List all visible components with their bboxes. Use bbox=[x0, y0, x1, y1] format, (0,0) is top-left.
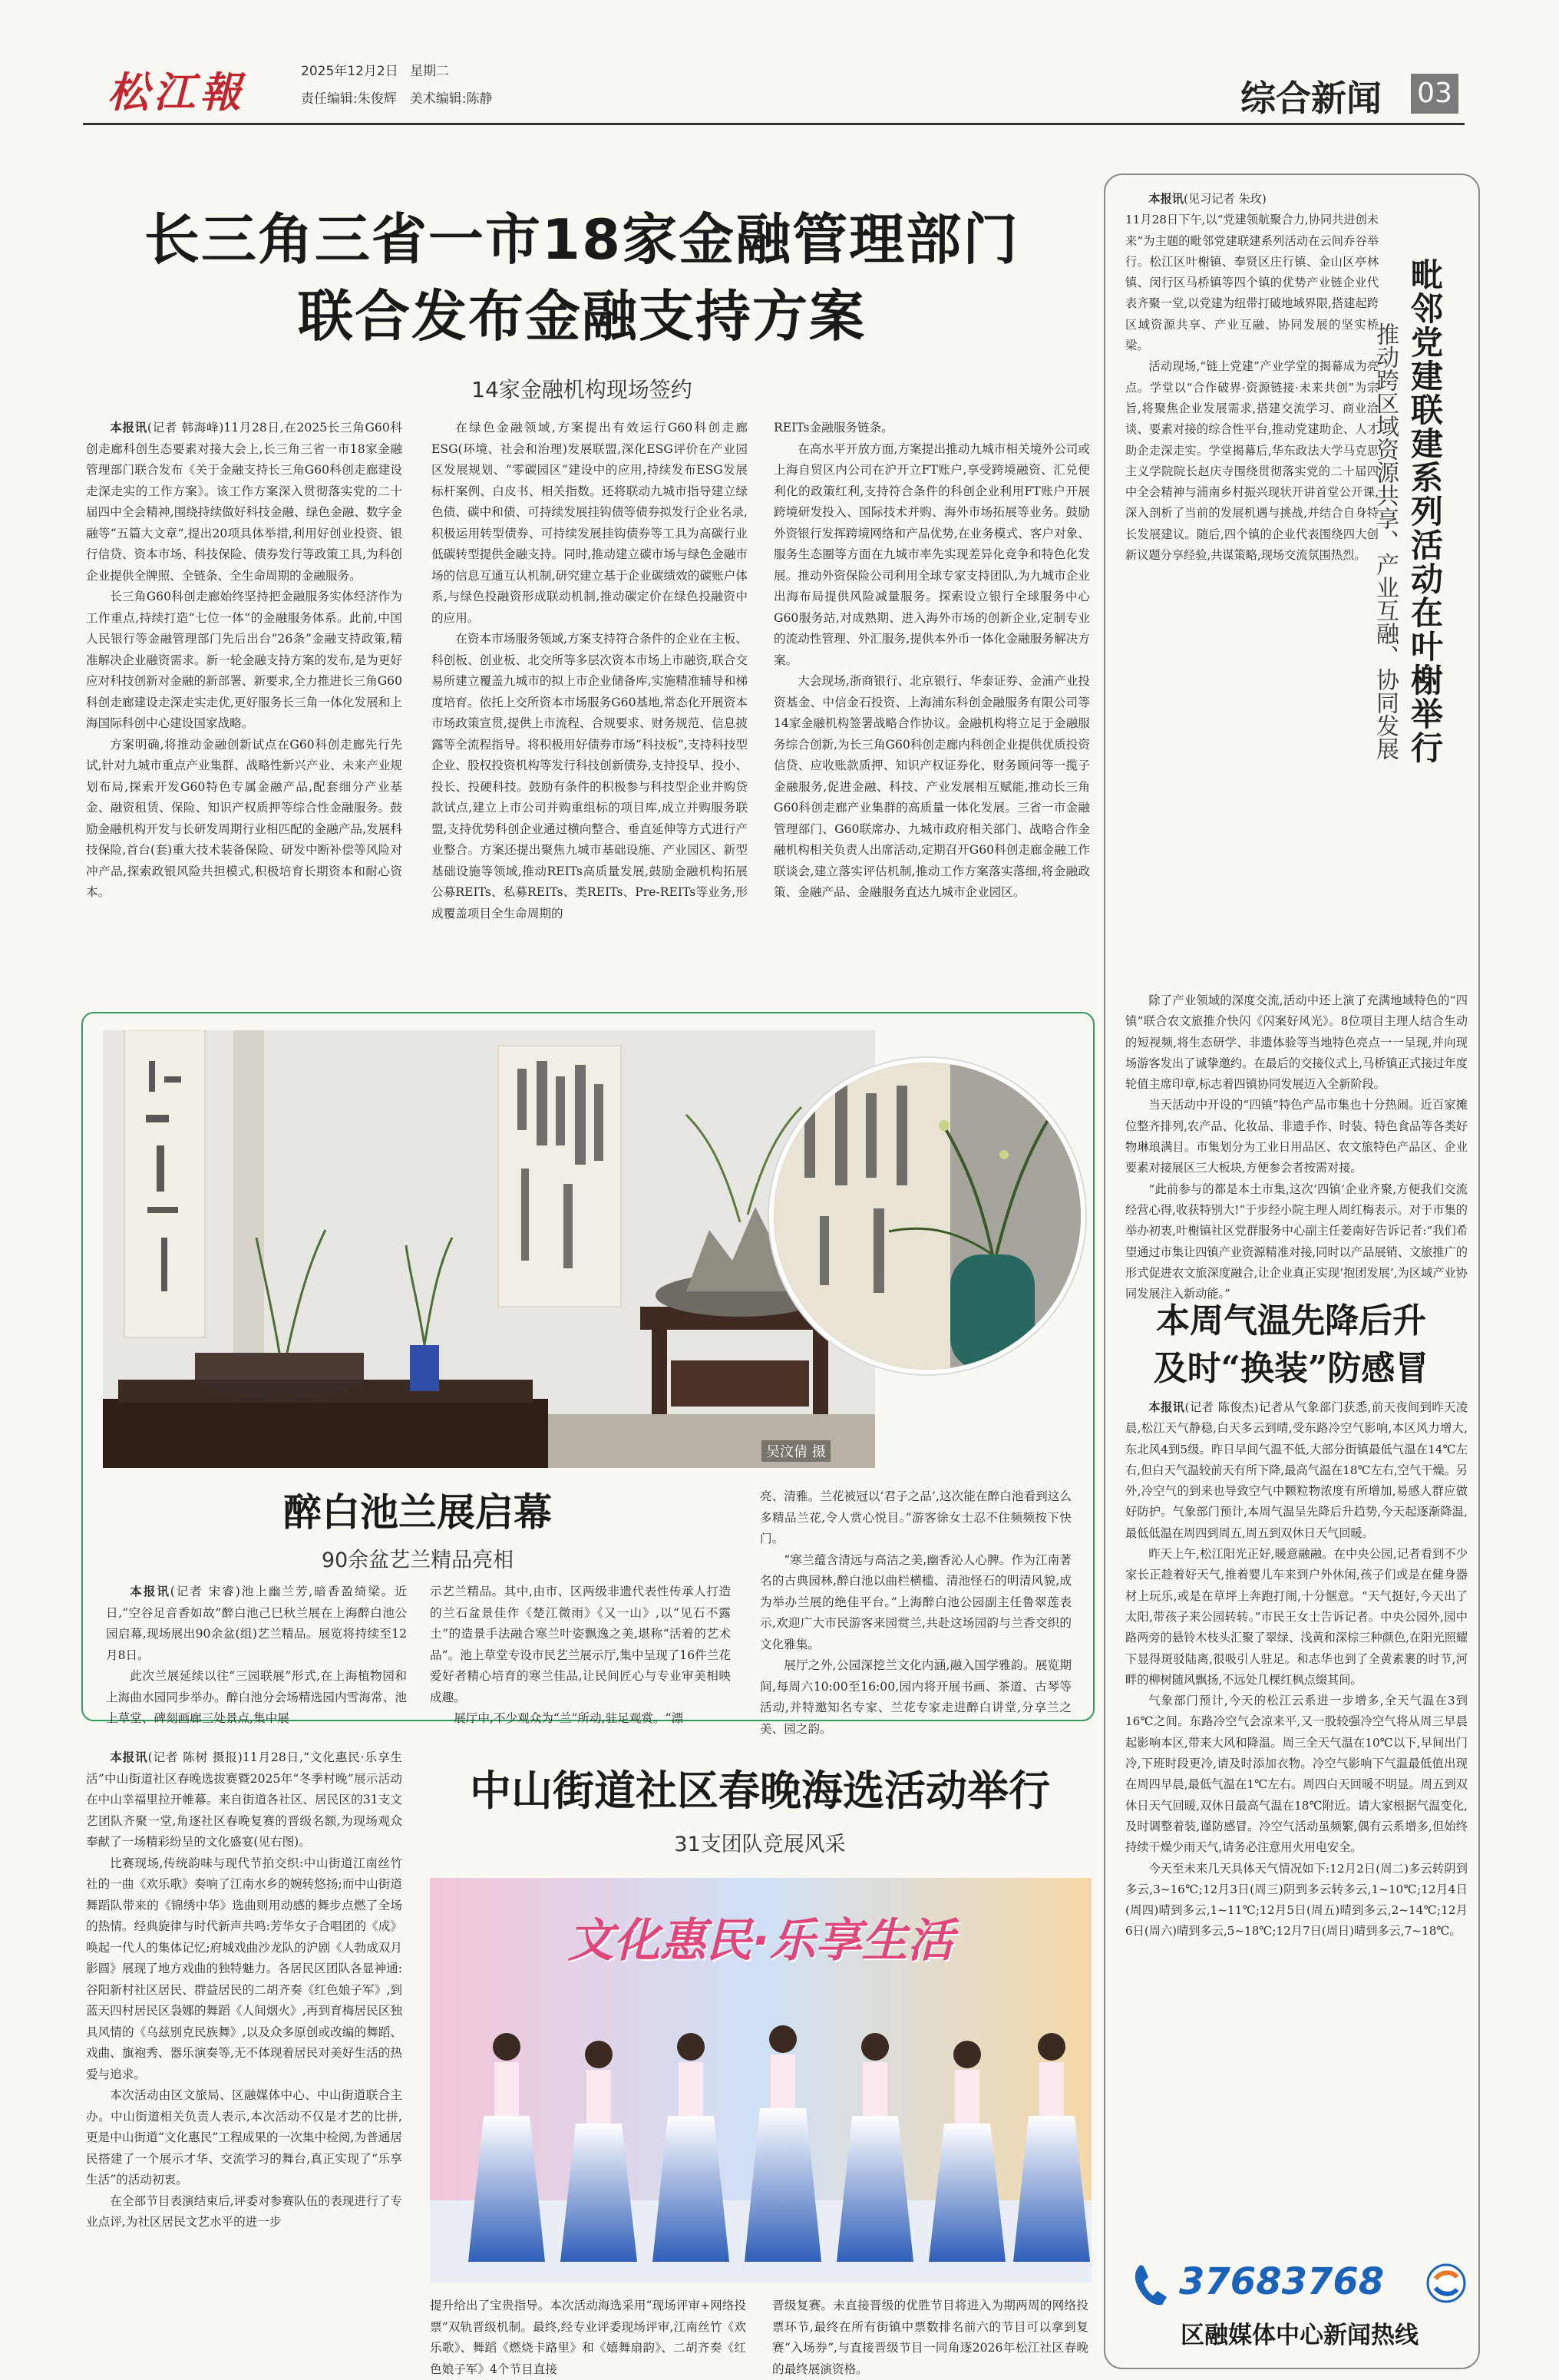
hotline-label: 区融媒体中心新闻热线 bbox=[1181, 2322, 1419, 2349]
sidebar-col bbox=[1125, 189, 1379, 566]
orchid-col3-p1: 亮、清雅。兰花被冠以‘君子之品’,这次能在醉白池看到这么多精品兰花,令人赏心悦目。”游客徐女士忍不住频频按下快门。 bbox=[760, 1489, 1072, 1545]
weather-p4: 今天至未来几天具体天气情况如下:12月2日(周二)多云转阴到多云,3~16℃;12月3日(周三)阴到多云转多云,1~10℃;12月4日(周四)晴到多云,1~11℃;12月5日(周五)晴到多云,2~14℃;12月6日(周六)晴到多云,5~18℃;12月7日(周日)晴到多云,7~18℃。 bbox=[1125, 1861, 1468, 1939]
main-headline-2: 联合发布金融支持方案 bbox=[297, 284, 866, 349]
main-col-2 bbox=[431, 418, 748, 924]
orchid-col-2 bbox=[430, 1582, 731, 1730]
orchid-col-1 bbox=[106, 1582, 407, 1730]
orchid-col3-p3: 展厅之外,公园深挖兰文化内涵,融入国学雅韵。展览期间,每周六10:00至16:00,园内将开展书画、茶道、古琴等活动,并特邀知名专家、兰花专家走进醉白讲堂,分享兰之美、园之韵。 bbox=[760, 1658, 1072, 1736]
orchid-reporter: (记者 宋睿) bbox=[170, 1585, 240, 1598]
sidebar-vertical-subtitle: 推动跨区域资源共享、产业互融、协同发展 bbox=[1372, 322, 1399, 760]
sidebar-p4: 当天活动中开设的“四镇”特色产品市集也十分热闹。近百家摊位整齐排列,农产品、化妆品、非遗手作、时装、特色食品等各类好物琳琅满目。市集划分为工业日用品区、农文旅特色产品区、企业要素对接展区三大板块,方便参会者按需对接。 bbox=[1125, 1098, 1468, 1175]
main-col1-p1: 11月28日,在2025长三角G60科创走廊科创生态要素对接大会上,长三角三省一市18家金融管理部门联合发布《关于金融支持长三角G60科创走廊建设走深走实的工作方案》。该工作方案深入贯彻落实党的二十届四中全会精神,围绕持续做好科技金融、绿色金融、数字金融等“五篇大文章”,提出20项具体举措,利用好创业投资、银行信贷、资本市场、科技保险、债券发行等政策工具,为科创企业提供全牌照、全链条、全生命周期的金融服务。 bbox=[86, 421, 402, 583]
orchid-subtitle: 90余盆艺兰精品亮相 bbox=[321, 1549, 514, 1572]
masthead-date bbox=[301, 60, 449, 79]
masthead bbox=[0, 0, 1559, 134]
gala-lead: 本报讯 bbox=[110, 1750, 148, 1764]
orchid-col-3 bbox=[760, 1486, 1072, 1740]
media-center-logo-icon bbox=[1426, 2263, 1466, 2303]
weather-title-2: 及时“换装”防感冒 bbox=[1153, 1349, 1429, 1388]
gala-title: 中山街道社区春晚海选活动举行 bbox=[470, 1767, 1050, 1815]
orchid-lead: 本报讯 bbox=[130, 1585, 170, 1598]
orchid-col3-p2: “寒兰蕴含清远与高洁之美,幽香沁人心脾。作为江南著名的古典园林,醉白池以曲栏横槛、清池怪石的明清风貌,成为举办兰展的绝佳平台。”上海醉白池公园副主任鲁翠莲表示,欢迎广大市民游客来园赏兰,共赴这场园韵与兰香交织的文化雅集。 bbox=[760, 1552, 1072, 1651]
weather-lead: 本报讯 bbox=[1148, 1400, 1185, 1414]
main-col3-p2: 在高水平开放方面,方案提出推动九城市相关境外公司或上海自贸区内公司在沪开立FT账户,享受跨境融资、汇兑便利化的政策红利,支持符合条件的科创企业利用FT账户开展跨境研发投入、国际技术并购、海外市场拓展等业务。鼓励外资银行发挥跨境网络和产品优势,在业务模式、客户对象、服务生态圈等方面在九城市率先实现差异化竞争和特色化发展。推动外资保险公司利用全球专家支持团队,为九城市企业出海布局提供风险减量服务。探索设立银行全球服务中心G60服务站,对成熟期、进入海外市场的创新企业,定制专业的流动性管理、外汇服务,提供本外币一体化金融服务解决方案。 bbox=[774, 441, 1090, 667]
masthead-rule bbox=[83, 123, 1465, 125]
gala-col-3 bbox=[772, 2296, 1088, 2380]
main-reporter: (记者 韩海峰) bbox=[147, 421, 224, 435]
main-col3-p1: REITs金融服务链条。 bbox=[774, 421, 893, 435]
main-col2-p1: 在绿色金融领域,方案提出有效运行G60科创走廊ESG(环境、社会和治理)发展联盟,深化ESG评价在产业园区发展规划、“零碳园区”建设中的应用,持续发布ESG发展标杆案例、白皮书、相关指数。还将联动九城市指导建立绿色债、碳中和债、可持续发展挂钩债等债券拟发行企业名录,积极运用转型债券、可持续发展挂钩债券等工具为高碳行业低碳转型提供金融支持。同时,推动建立碳市场与绿色金融市场的信息互通互认机制,研究建立基于企业碳绩效的碳账户体系,与绿色投融资形成联动机制,推动碳定价在绿色投融资中的应用。 bbox=[431, 421, 748, 625]
gala-col3-p1: 晋级复赛。未直接晋级的优胜节目将进入为期两周的网络投票环节,最终在所有街镇中票数排名前六的节目可以拿到复赛“入场券”,与直接晋级节目一同角逐2026年松江社区春晚的最终展演资格。 bbox=[772, 2299, 1088, 2376]
main-col-3 bbox=[774, 418, 1090, 904]
weather-p3: 气象部门预计,今天的松江云系进一步增多,全天气温在3到16℃之间。东路冷空气会凉来平,又一股较强冷空气将从周三早晨起影响本区,带来大风和降温。周三全天气温在10℃以下,早间出门冷,下班时段更冷,请及时添加衣物。冷空气影响下气温最低值出现在周四早晨,最低气温在1℃左右。周四白天回暖不明显。周五到双休日天气回暖,双休日最高气温在18℃附近。请大家根据气温变化,及时调整着装,谨防感冒。冷空气活动虽频繁,偶有云系增多,但始终持续干燥少雨天气,请务必注意用火用电安全。 bbox=[1125, 1694, 1468, 1855]
gala-col1-p1: 11月28日,“文化惠民·乐享生活”中山街道社区春晚选拔赛暨2025年“冬季村晚”展示活动在中山幸福里拉开帷幕。来自街道各社区、居民区的31支文艺团队齐聚一堂,角逐社区春晚复赛的晋级名额,为现场观众奉献了一场精彩纷呈的文化盛宴(见右图)。 bbox=[86, 1750, 402, 1849]
orchid-photo-credit: 吴汶倩 摄 bbox=[761, 1440, 831, 1462]
sidebar-p5: “此前参与的都是本土市集,这次‘四镇’企业齐聚,方便我们交流经营心得,收获特别大!”于步经小院主理人周红梅表示。对于市集的举办初衷,叶榭镇社区党群服务中心副主任姜南好告诉记者:“我们希望通过市集让四镇产业资源精准对接,同时以产品展销、文旅推广的形式促进农文旅深度融合,让企业真正实现‘抱团发展’,为区域产业协同发展注入新动能。” bbox=[1125, 1182, 1468, 1301]
section-name: 综合新闻 bbox=[1240, 78, 1382, 119]
logo: 松江報 bbox=[107, 68, 246, 117]
gala-col-2 bbox=[430, 2296, 746, 2380]
sidebar-reporter: (见习记者 朱玫) bbox=[1183, 192, 1267, 206]
sidebar-col-wide bbox=[1125, 990, 1468, 1304]
weather-col bbox=[1125, 1397, 1468, 1942]
main-subtitle: 14家金融机构现场签约 bbox=[471, 377, 692, 402]
main-col2-p2: 在资本市场服务领域,方案支持符合条件的企业在主板、科创板、创业板、北交所等多层次资本市场上市融资,联合交易所建立覆盖九城市的拟上市企业储备库,实施精准辅导和梯度培育。依托上交所资本市场服务G60基地,常态化开展资本市场政策宣贯,提供上市流程、合规要求、财务规范、信息披露等全流程指导。将积极用好债券市场“科技板”,支持科技型企业、股权投资机构等发行科技创新债券,支持投早、投小、投长、投硬科技。鼓励有条件的积极参与科技型企业并购贷款试点,建立上市公司并购重组标的项目库,成立并购服务联盟,支持优势科创企业通过横向整合、垂直延伸等方式进行产业整合。方案还提出聚焦九城市基础设施、产业园区、新型基础设施等领域,推动REITs高质量发展,鼓励金融机构拓展公募REITs、私募REITs、类REITs、Pre-REITs等业务,形成覆盖项目全生命周期的 bbox=[431, 632, 748, 921]
sidebar-p3: 除了产业领域的深度交流,活动中还上演了充满地域特色的“四镇”联合农文旅推介快闪《闪案好风光》。8位项目主理人结合生动的短视频,将生态研学、非遗体验等当地特色亮点一一呈现,并向现场游客发出了诚挚邀约。在最后的交接仪式上,马桥镇正式接过年度轮值主席印章,标志着四镇协同发展迈入全新阶段。 bbox=[1125, 993, 1468, 1092]
weekday: 星期二 bbox=[410, 64, 450, 79]
orchid-col1-p2: 此次兰展延续以往“三园联展”形式,在上海植物园和上海曲水园同步举办。醉白池分会场精选园内雪海常、池上草堂、碑刻画廊三处景点,集中展 bbox=[106, 1669, 407, 1725]
weather-p2: 昨天上午,松江阳光正好,暖意融融。在中央公园,记者看到不少家长正趁着好天气,推着婴儿车来到户外休闲,孩子们或是在健身器材上玩乐,或是在草坪上奔跑打闹,十分惬意。“天气挺好,今天出了太阳,带孩子来公园转转。”市民王女士告诉记者。中央公园外,园中路两旁的悬铃木枝头汇聚了翠绿、浅黄和深棕三种颜色,在阳光照耀下显得斑驳陆离,很吸引人驻足。和志华也到了全黄素裹的时节,河畔的柳树随风飘扬,不远处几棵红枫点缀其间。 bbox=[1125, 1547, 1468, 1687]
sidebar-vertical-title: 毗邻党建联建系列活动在叶榭举行 bbox=[1406, 258, 1444, 765]
gala-photo bbox=[430, 1878, 1092, 2283]
main-col3-p3: 大会现场,浙商银行、北京银行、华泰证券、金浦产业投资基金、中信金石投资、上海浦东科创金融服务有限公司等14家金融机构签署战略合作协议。金融机构将立足于金融服务综合创新,为长三角G60科创走廊内科创企业提供优质投资信贷、应收账款质押、知识产权证券化、财务顾问等一揽子金融服务,促进金融、科技、产业发展相互赋能,推动长三角G60科创走廊产业集群的高质量一体化发展。三省一市金融管理部门、G60联席办、九城市政府相关部门、战略合作金融机构相关负责人出席活动,定期召开G60科创走廊金融工作联谈会,建立落实评估机制,推动工作方案落实落细,将金融政策、金融产品、金融服务直达九城市企业园区。 bbox=[774, 674, 1090, 899]
gala-banner-text: 文化惠民·乐享生活 bbox=[567, 1914, 954, 1968]
orchid-col2-p2: 展厅中,不少观众为“兰”所动,驻足观赏。“漂 bbox=[454, 1711, 684, 1725]
gala-col-1 bbox=[86, 1747, 402, 2233]
orchid-title: 醉白池兰展启幕 bbox=[283, 1489, 552, 1535]
orchid-col1-p1: 池上幽兰芳,暗香盈绮梁。近日,“空谷足音香如故”醉白池己巳秋兰展在上海醉白池公园启幕,现场展出90余盆(组)艺兰精品。展览将持续至12月8日。 bbox=[106, 1585, 407, 1662]
weather-p1: 记者从气象部门获悉,前天夜间到昨天凌晨,松江天气静稳,白天多云到晴,受东路冷空气影响,本区风力增大,东北风4到5级。昨日早间气温不低,大部分街镇最低气温在14℃左右,但白天气温较前天有所下降,最高气温在18℃左右,空气干燥。另外,冷空气的到来也导致空气中颗粒物浓度有所增加,易感人群应做好防护。气象部门预计,本周气温呈先降后升趋势,今天起逐渐降温,最低低温在周四到周五,周五到双休日天气回暖。 bbox=[1125, 1400, 1468, 1540]
phone-icon bbox=[1131, 2262, 1174, 2308]
gala-reporter: (记者 陈树 摄报) bbox=[147, 1750, 243, 1764]
hotline-box bbox=[1131, 2256, 1469, 2355]
main-col-1 bbox=[86, 418, 402, 904]
gala-col1-p3: 本次活动由区文旅局、区融媒体中心、中山街道联合主办。中山街道相关负责人表示,本次活动不仅是才艺的比拼,更是中山街道“文化惠民”工程成果的一次集中检阅,为普通居民搭建了一个展示才华、交流学习的舞台,真正实现了“乐享生活”的活动初衷。 bbox=[86, 2088, 402, 2187]
page-number: 03 bbox=[1411, 74, 1458, 114]
date: 2025年12月2日 bbox=[301, 64, 398, 79]
weather-title-1: 本周气温先降后升 bbox=[1156, 1301, 1426, 1340]
main-lead: 本报讯 bbox=[110, 421, 147, 435]
orchid-photo-closeup bbox=[769, 1058, 1085, 1374]
sidebar-p1: 11月28日下午,以“党建领航聚合力,协同共进创未来”为主题的毗邻党建联建系列活动在云间乔谷举行。松江区叶榭镇、奉贤区庄行镇、金山区亭林镇、闵行区马桥镇等四个镇的优势产业链企业代表齐聚一堂,以党建为纽带打破地域界限,搭建起跨区域资源共享、产业互融、协同发展的坚实桥梁。 bbox=[1125, 213, 1379, 353]
orchid-col2-p1: 示艺兰精品。其中,由市、区两级非遗代表性传承人打造的兰石盆景佳作《楚江微雨》《又一山》,以“见石不露土”的造景手法融合寒兰叶姿飘逸之美,堪称“活着的艺术品”。池上草堂专设市民艺兰展示厅,集中呈现了16件兰花爱好者精心培育的寒兰佳品,让民间匠心与专业审美相映成趣。 bbox=[430, 1585, 731, 1704]
gala-subtitle: 31支团队竞展风采 bbox=[674, 1833, 846, 1856]
gala-col1-p4: 在全部节目表演结束后,评委对参赛队伍的表现进行了专业点评,为社区居民文艺水平的进一步 bbox=[86, 2193, 402, 2229]
editors: 责任编辑:朱俊辉 美术编辑:陈静 bbox=[301, 91, 493, 107]
main-col1-p3: 方案明确,将推动金融创新试点在G60科创走廊先行先试,针对九城市重点产业集群、战略性新兴产业、未来产业规划布局,探索开发G60特色专属金融产品,配套细分产业基金、融资租赁、保险、知识产权质押等综合性金融服务。鼓励金融机构开发与长研发周期行业相匹配的金融产品,发展科技保险,首台(套)重大技术装备保险、研发中断补偿等风险对冲产品,探索政银风险共担模式,积极培育长期资本和耐心资本。 bbox=[86, 737, 402, 899]
sidebar-p2: 活动现场,“链上党建”产业学堂的揭幕成为亮点。学堂以“合作破界·资源链接·未来共创”为宗旨,将聚焦企业发展需求,搭建交流学习、商业洽谈、要素对接的综合性平台,推动党建助企、人才助企走深走实。学堂揭幕后,华东政法大学马克思主义学院院长赵庆寺围绕贯彻落实党的二十届四中全会精神与浦南乡村振兴现状开讲首堂公开课,深入剖析了当前的发展机遇与挑战,并结合自身特长发展建议。随后,四个镇的企业代表围绕四大创新议题分享经验,共谋策略,现场交流氛围热烈。 bbox=[1125, 359, 1379, 563]
hotline-number: 37683768 bbox=[1179, 2260, 1385, 2303]
main-headline-1: 长三角三省一市18家金融管理部门 bbox=[144, 207, 1020, 272]
gala-col2-p1: 提升给出了宝贵指导。本次活动海选采用“现场评审+网络投票”双轨晋级机制。最终,经专业评委现场评审,江南丝竹《欢乐歌》、舞蹈《燃烧卡路里》和《嬉舞扇韵》、二胡齐奏《红色娘子军》4个节目直接 bbox=[430, 2299, 746, 2376]
orchid-closeup-scene bbox=[774, 1063, 1081, 1370]
sidebar-lead: 本报讯 bbox=[1148, 192, 1184, 206]
gala-col1-p2: 比赛现场,传统韵味与现代节拍交织:中山街道江南丝竹社的一曲《欢乐歌》奏响了江南水乡的婉转悠扬;而中山街道舞蹈队带来的《锦绣中华》选曲则用动感的舞步点燃了全场的热情。经典旋律与时代新声共鸣:芳华女子合唱团的《成》唤起一代人的集体记忆;府城戏曲沙龙队的沪剧《人勃成双月影圆》展现了地方戏曲的独特魅力。各居民区团队各显神通:谷阳新村社区居民、群益居民的二胡齐奏《红色娘子军》,到蓝天四村居民区袅娜的舞蹈《人间烟火》,再到育梅居民区独具风情的《乌兹别克民族舞》,以及众多原创或改编的舞蹈、戏曲、旗袍秀、器乐演奏等,无不体现着居民对美好生活的热爱与追求。 bbox=[86, 1856, 402, 2081]
orchid-photo-main bbox=[103, 1030, 875, 1468]
orchid-scene bbox=[103, 1030, 875, 1468]
weather-reporter: (记者 陈俊杰) bbox=[1184, 1400, 1259, 1414]
main-col1-p2: 长三角G60科创走廊始终坚持把金融服务实体经济作为工作重点,持续打造“七位一体”的金融服务体系。此前,中国人民银行等金融管理部门先后出台“26条”金融支持政策,精准解决企业融资需求。新一轮金融支持方案的发布,是为更好应对科技创新对金融的新部署、新要求,全力推进长三角G60科创走廊建设走深走实走优,更好服务长三角一体化发展和上海国际科创中心建设国家战略。 bbox=[86, 590, 402, 730]
